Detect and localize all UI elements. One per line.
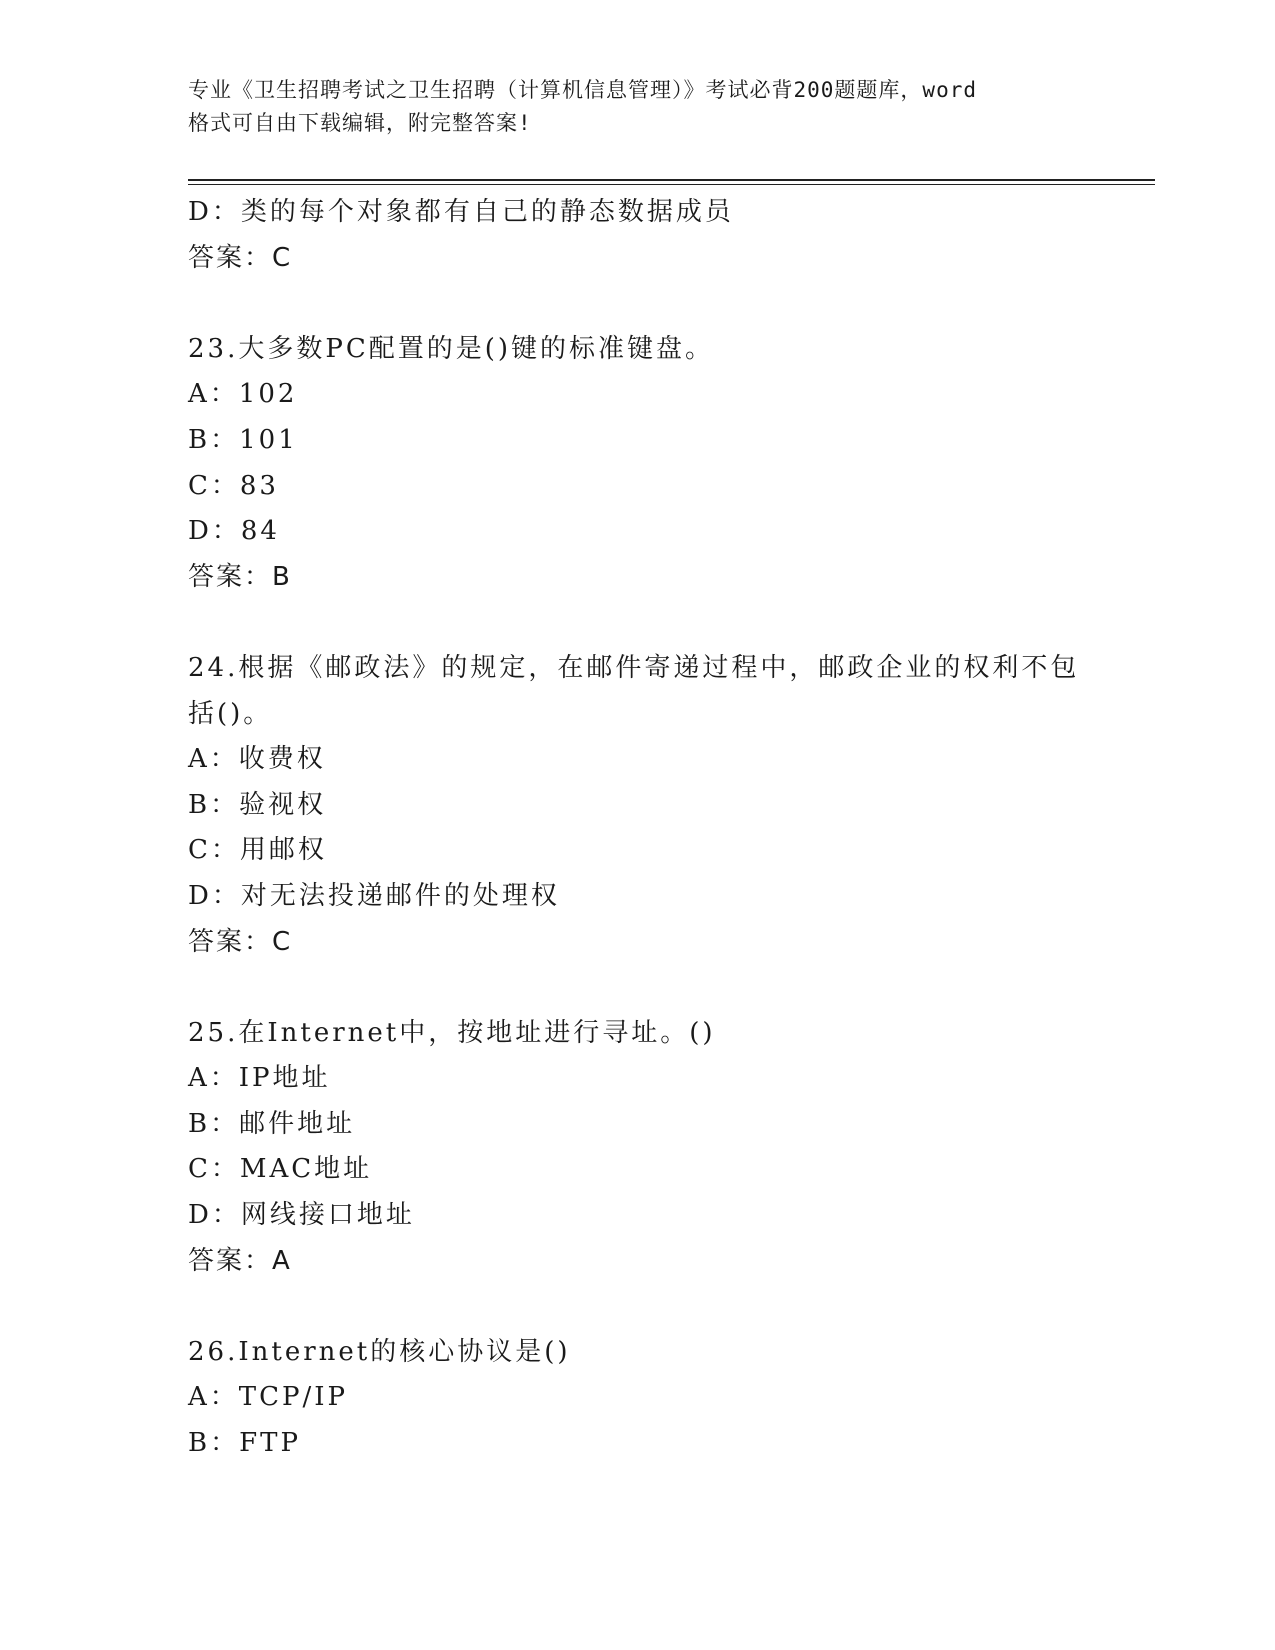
spacer [188,600,1088,646]
option-d: D：对无法投递邮件的处理权 [188,880,560,911]
option-d: D：84 [188,516,280,547]
header-line-1: 专业《卫生招聘考试之卫生招聘（计算机信息管理）》考试必背200题题库，word [188,78,977,102]
option-a: A：102 [188,379,298,410]
answer: 答案：C [188,926,293,957]
option-b: B：FTP [188,1428,301,1459]
question-24 [188,646,1088,965]
question-stem: 23.大多数PC配置的是()键的标准键盘。 [188,333,715,364]
option-b: B：验视权 [188,789,327,820]
header-divider-thick [188,179,1155,181]
option-a: A：IP地址 [188,1063,331,1094]
option-a: A：收费权 [188,744,326,775]
answer-previous: 答案：C [188,242,293,273]
question-stem-line-1: 24.根据《邮政法》的规定，在邮件寄递过程中，邮政企业的权利不包 [188,652,1080,683]
document-header [188,74,1088,140]
header-divider-thin [188,184,1155,185]
question-stem: 26.Internet的核心协议是() [188,1336,571,1367]
spacer [188,965,1088,1011]
spacer [188,1284,1088,1330]
spacer [188,281,1088,327]
question-26 [188,1330,1088,1467]
option-d-previous: D：类的每个对象都有自己的静态数据成员 [188,197,734,227]
question-list [188,190,1088,1467]
option-b: B：101 [188,424,298,455]
question-stem-line-2: 括()。 [188,698,273,729]
answer: 答案：B [188,561,292,592]
header-line-2: 格式可自由下载编辑，附完整答案! [188,111,532,135]
option-a: A：TCP/IP [188,1382,349,1413]
option-c: C：用邮权 [188,835,327,866]
question-23 [188,327,1088,601]
question-stem: 25.在Internet中，按地址进行寻址。() [188,1017,716,1048]
answer: 答案：A [188,1245,292,1276]
option-c: C：83 [188,470,279,501]
option-b: B：邮件地址 [188,1108,356,1139]
question-25 [188,1011,1088,1285]
option-c: C：MAC地址 [188,1154,373,1185]
option-d: D：网线接口地址 [188,1200,415,1231]
